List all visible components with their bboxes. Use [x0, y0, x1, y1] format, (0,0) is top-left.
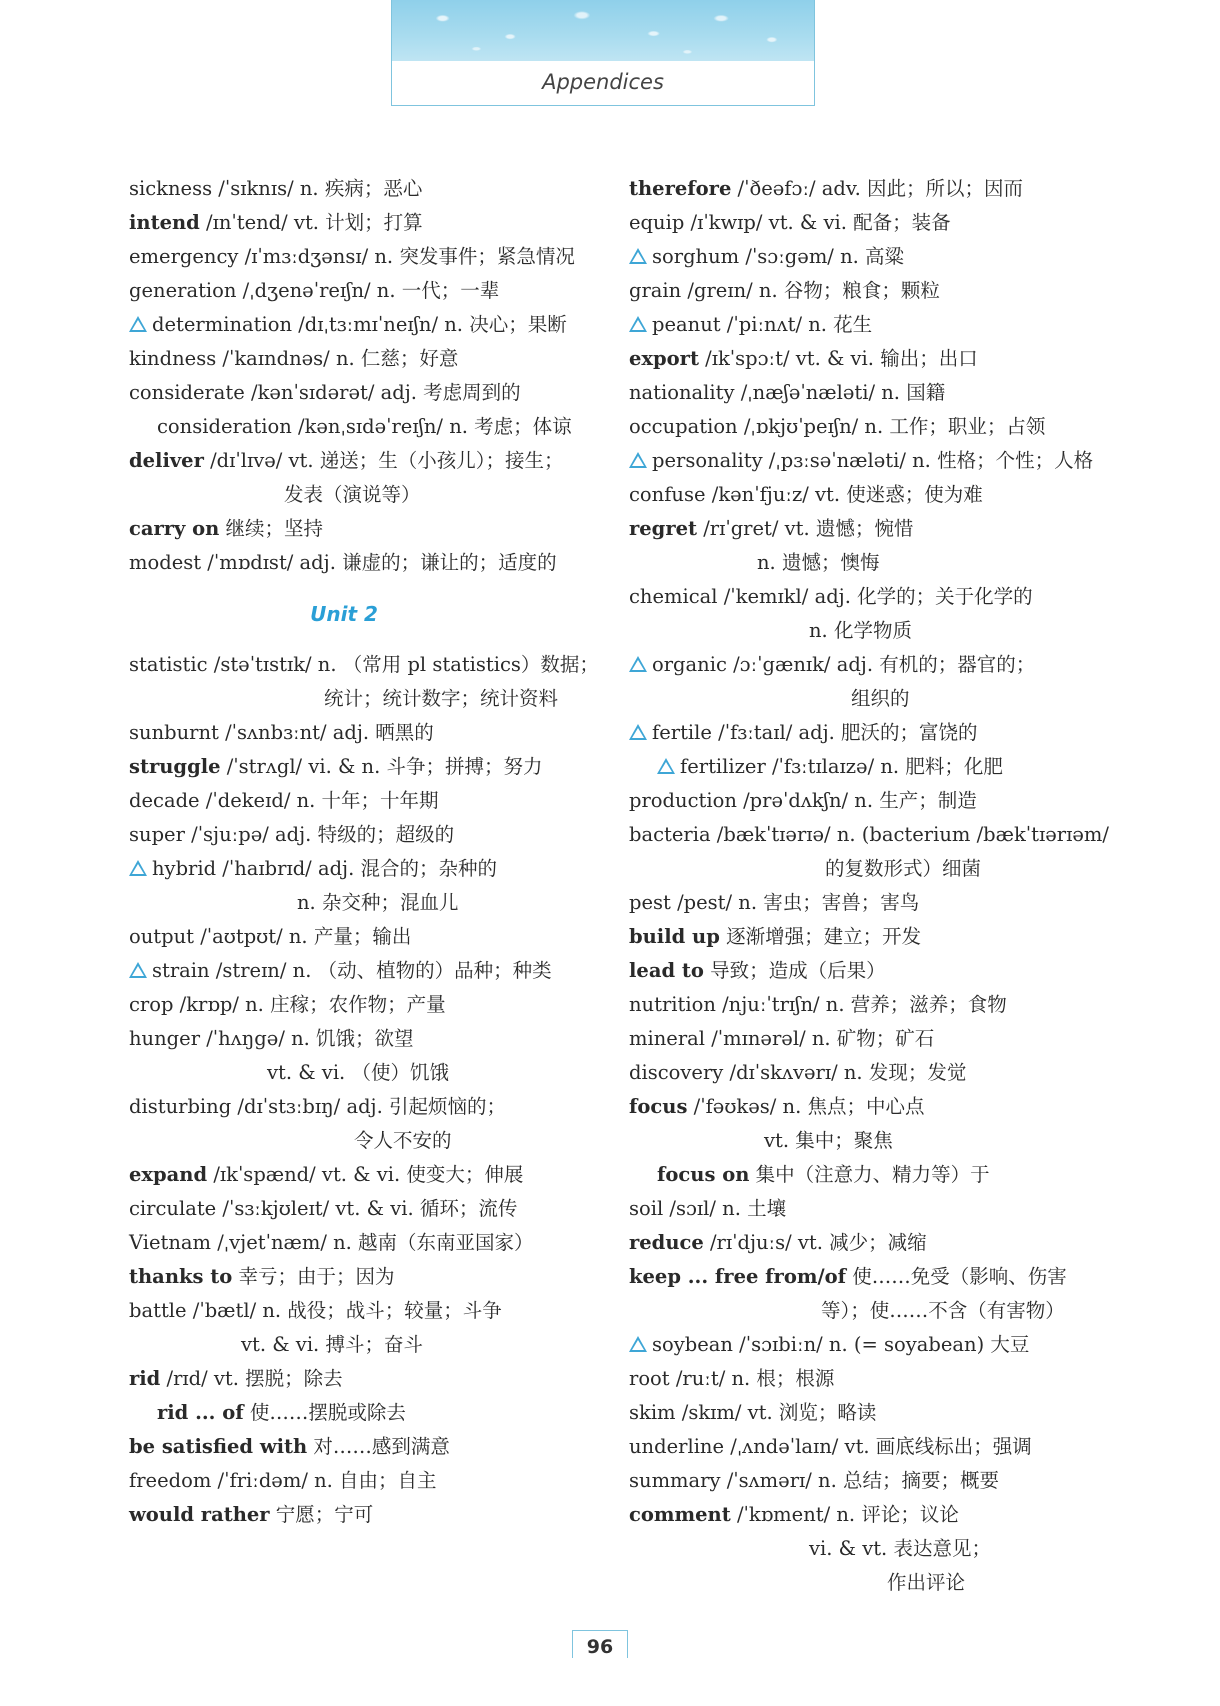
- vocab-word: intend: [129, 211, 200, 234]
- vocab-definition: /ˈkemɪkl/ adj. 化学的；关于化学的: [717, 585, 1033, 608]
- vocab-definition: /ˈhʌŋgə/ n. 饥饿；欲望: [200, 1027, 414, 1050]
- vocab-definition: /ɪnˈtend/ vt. 计划；打算: [199, 211, 423, 234]
- vocab-entry: [629, 512, 1099, 546]
- vocab-entry: [629, 240, 1099, 274]
- vocab-entry: [129, 376, 599, 410]
- vocab-word: soybean: [652, 1333, 733, 1356]
- vocab-definition: /greɪn/ n. 谷物；粮食；颗粒: [681, 279, 940, 302]
- vocab-entry: [129, 784, 599, 818]
- vocab-entry-continuation: [629, 1566, 1099, 1600]
- vocab-definition: /ˌnæʃəˈnæləti/ n. 国籍: [734, 381, 946, 404]
- vocab-definition: 发表（演说等）: [284, 483, 421, 506]
- vocab-entry: [129, 818, 599, 852]
- vocab-definition: /ˈsɜːkjʊleɪt/ vt. & vi. 循环；流传: [216, 1197, 518, 1220]
- vocab-word: therefore: [629, 177, 732, 200]
- vocab-definition: /kənˌsɪdəˈreɪʃn/ n. 考虑；体谅: [291, 415, 572, 438]
- vocab-entry: [129, 1430, 599, 1464]
- vocab-definition: /rɪˈgret/ vt. 遗憾；惋惜: [697, 517, 914, 540]
- vocab-word: personality: [652, 449, 763, 472]
- vocab-entry: [129, 1498, 599, 1532]
- vocab-definition: 使……摆脱或除去: [243, 1401, 406, 1424]
- vocab-word: Vietnam: [129, 1231, 212, 1254]
- vocab-entry: [129, 1294, 599, 1328]
- vocab-entry: [629, 478, 1099, 512]
- triangle-marker-icon: [657, 758, 675, 774]
- vocab-entry: [629, 716, 1099, 750]
- vocab-definition: /dɪˈlɪvə/ vt. 递送；生（小孩儿）；接生；: [203, 449, 564, 472]
- vocab-word: reduce: [629, 1231, 704, 1254]
- vocab-word: build up: [629, 925, 720, 948]
- vocab-entry: [129, 206, 599, 240]
- vocab-word: sunburnt: [129, 721, 219, 744]
- vocab-definition: n. 化学物质: [809, 619, 912, 642]
- triangle-marker-icon: [629, 452, 647, 468]
- vocab-definition: /ɪˈkwɪp/ vt. & vi. 配备；装备: [684, 211, 951, 234]
- vocab-word: super: [129, 823, 185, 846]
- vocab-entry: [129, 1192, 599, 1226]
- vocab-word: strain: [152, 959, 210, 982]
- vocab-entry: [129, 954, 599, 988]
- vocab-definition: 继续；坚持: [219, 517, 324, 540]
- vocab-definition: 令人不安的: [354, 1129, 452, 1152]
- vocab-definition: /streɪn/ n. （动、植物的）品种；种类: [209, 959, 552, 982]
- vocab-entry: [129, 1260, 599, 1294]
- vocab-word: peanut: [652, 313, 721, 336]
- triangle-marker-icon: [629, 248, 647, 264]
- vocab-definition: /dɪˈstɜːbɪŋ/ adj. 引起烦恼的；: [231, 1095, 506, 1118]
- vocab-entry: [629, 274, 1099, 308]
- vocab-definition: /ˈsʌnbɜːnt/ adj. 晒黑的: [218, 721, 434, 744]
- vocab-entry: [129, 172, 599, 206]
- vocab-word: generation: [129, 279, 237, 302]
- vocab-definition: 对……感到满意: [307, 1435, 450, 1458]
- vocab-word: focus: [629, 1095, 688, 1118]
- vocab-definition: 作出评论: [887, 1571, 966, 1594]
- vocab-entry-continuation: [629, 852, 1099, 886]
- page-number: 96: [572, 1630, 628, 1658]
- vocab-entry-continuation: [629, 1294, 1099, 1328]
- vocab-word: production: [629, 789, 737, 812]
- vocab-definition: /ˌvjetˈnæm/ n. 越南（东南亚国家）: [211, 1231, 534, 1254]
- vocab-definition: /kənˈfjuːz/ vt. 使迷惑；使为难: [705, 483, 983, 506]
- triangle-marker-icon: [129, 316, 147, 332]
- vocab-entry: [629, 444, 1099, 478]
- vocab-entry: [129, 512, 599, 546]
- vocab-definition: 组织的: [851, 687, 910, 710]
- vocab-definition: /ˈfɜːtaɪl/ adj. 肥沃的；富饶的: [711, 721, 978, 744]
- vocab-entry-continuation: [629, 614, 1099, 648]
- vocab-word: chemical: [629, 585, 718, 608]
- vocab-entry: [129, 852, 599, 886]
- vocab-entry: [629, 410, 1099, 444]
- vocab-definition: 统计；统计数字；统计资料: [324, 687, 559, 710]
- vocab-entry: [129, 1022, 599, 1056]
- vocab-word: underline: [629, 1435, 725, 1458]
- vocab-entry: [129, 274, 599, 308]
- vocab-word: soil: [629, 1197, 664, 1220]
- vocab-definition: 使……免受（影响、伤害: [846, 1265, 1067, 1288]
- vocab-entry-continuation: [629, 1124, 1099, 1158]
- right-column: [629, 172, 1109, 1600]
- vocab-word: bacteria: [629, 823, 711, 846]
- vocab-word: hunger: [129, 1027, 201, 1050]
- vocab-entry: [629, 1464, 1099, 1498]
- vocab-definition: /ˈsɔɪbiːn/ n. (= soyabean) 大豆: [732, 1333, 1030, 1356]
- vocab-entry: [629, 376, 1099, 410]
- vocab-word: freedom: [129, 1469, 212, 1492]
- triangle-marker-icon: [629, 1336, 647, 1352]
- vocab-entry: [629, 886, 1099, 920]
- vocab-entry: [129, 988, 599, 1022]
- vocab-definition: /dɪˈskʌvərɪ/ n. 发现；发觉: [723, 1061, 967, 1084]
- vocab-entry: [629, 1362, 1099, 1396]
- vocab-word: equip: [629, 211, 685, 234]
- vocab-word: occupation: [629, 415, 738, 438]
- vocab-word: skim: [629, 1401, 676, 1424]
- vocab-entry: [629, 784, 1099, 818]
- vocab-entry: [129, 308, 599, 342]
- vocab-entry: [629, 206, 1099, 240]
- vocab-definition: 幸亏；由于；因为: [232, 1265, 395, 1288]
- vocab-definition: /ˈaʊtpʊt/ n. 产量；输出: [194, 925, 412, 948]
- vocab-definition: /prəˈdʌkʃn/ n. 生产；制造: [736, 789, 977, 812]
- left-column: [129, 172, 599, 1532]
- vocab-definition: /ˌɒkjʊˈpeɪʃn/ n. 工作；职业；占领: [737, 415, 1046, 438]
- vocab-definition: n. 杂交种；混血儿: [297, 891, 459, 914]
- vocab-word: would rather: [129, 1503, 270, 1526]
- vocab-entry-continuation: [629, 546, 1099, 580]
- vocab-entry: [129, 1226, 599, 1260]
- vocab-word: confuse: [629, 483, 706, 506]
- vocab-entry-continuation: [129, 886, 599, 920]
- vocab-definition: /ɪˈmɜːdʒənsɪ/ n. 突发事件；紧急情况: [238, 245, 575, 268]
- vocab-word: summary: [629, 1469, 721, 1492]
- vocab-definition: 集中（注意力、精力等）于: [749, 1163, 990, 1186]
- vocab-entry-continuation: [629, 682, 1099, 716]
- vocab-definition: n. 遗憾；懊悔: [757, 551, 880, 574]
- vocab-definition: /krɒp/ n. 庄稼；农作物；产量: [173, 993, 446, 1016]
- vocab-entry: [629, 308, 1099, 342]
- vocab-word: decade: [129, 789, 200, 812]
- appendices-header: [391, 0, 815, 106]
- vocab-definition: /ˌpɜːsəˈnæləti/ n. 性格；个性；人格: [762, 449, 1094, 472]
- vocab-definition: /stəˈtɪstɪk/ n. （常用 pl statistics）数据；: [207, 653, 599, 676]
- vocab-word: organic: [652, 653, 727, 676]
- vocab-entry: [629, 954, 1099, 988]
- vocab-entry: [629, 1328, 1099, 1362]
- vocab-definition: vi. & vt. 表达意见；: [809, 1537, 991, 1560]
- vocab-word: battle: [129, 1299, 187, 1322]
- vocab-word: kindness: [129, 347, 217, 370]
- vocab-definition: /ˈstrʌgl/ vi. & n. 斗争；拼搏；努力: [220, 755, 543, 778]
- vocab-definition: vt. & vi. 搏斗；奋斗: [241, 1333, 423, 1356]
- vocab-entry-continuation: [129, 1056, 599, 1090]
- vocab-word: export: [629, 347, 699, 370]
- vocab-entry: [629, 1498, 1099, 1532]
- vocab-word: modest: [129, 551, 202, 574]
- vocab-entry: [629, 1022, 1099, 1056]
- vocab-entry-continuation: [129, 682, 599, 716]
- vocab-entry: [129, 1464, 599, 1498]
- vocab-definition: /sɔɪl/ n. 土壤: [663, 1197, 787, 1220]
- vocab-word: sorghum: [652, 245, 740, 268]
- vocab-entry: [129, 648, 599, 682]
- vocab-entry-continuation: [129, 1328, 599, 1362]
- vocab-entry: [129, 750, 599, 784]
- vocab-definition: 导致；造成（后果）: [703, 959, 886, 982]
- vocab-entry: [129, 716, 599, 750]
- vocab-word: fertilizer: [680, 755, 766, 778]
- vocab-entry: [129, 444, 599, 478]
- vocab-word: considerate: [129, 381, 245, 404]
- vocab-word: struggle: [129, 755, 221, 778]
- vocab-definition: /ɪkˈspænd/ vt. & vi. 使变大；伸展: [207, 1163, 524, 1186]
- vocab-entry-continuation: [129, 1124, 599, 1158]
- vocab-definition: /ɔːˈgænɪk/ adj. 有机的；器官的；: [726, 653, 1036, 676]
- vocab-entry: [629, 580, 1099, 614]
- vocab-entry: [129, 342, 599, 376]
- vocab-definition: 的复数形式）细菌: [825, 857, 982, 880]
- vocab-entry: [629, 1260, 1099, 1294]
- vocab-definition: vt. 集中；聚焦: [764, 1129, 893, 1152]
- vocab-entry: [129, 1158, 599, 1192]
- vocab-entry-continuation: [129, 478, 599, 512]
- vocab-definition: /ˈmɒdɪst/ adj. 谦虚的；谦让的；适度的: [201, 551, 557, 574]
- vocab-entry: [629, 818, 1109, 852]
- vocab-definition: 宁愿；宁可: [269, 1503, 374, 1526]
- vocab-definition: 等）；使……不含（有害物）: [821, 1299, 1065, 1322]
- vocab-definition: /ˈfɜːtɪlaɪzə/ n. 肥料；化肥: [765, 755, 1003, 778]
- vocab-definition: 逐渐增强；建立；开发: [719, 925, 922, 948]
- vocab-word: fertile: [652, 721, 712, 744]
- vocab-word: sickness: [129, 177, 213, 200]
- vocab-definition: /ˈkaɪndnəs/ n. 仁慈；好意: [216, 347, 459, 370]
- vocab-word: pest: [629, 891, 671, 914]
- vocab-definition: /ruːt/ n. 根；根源: [669, 1367, 835, 1390]
- vocab-entry: [629, 342, 1099, 376]
- vocab-definition: /ɪkˈspɔːt/ vt. & vi. 输出；出口: [698, 347, 978, 370]
- vocab-entry: [129, 1362, 599, 1396]
- vocab-entry: [629, 1226, 1099, 1260]
- vocab-definition: /ˈhaɪbrɪd/ adj. 混合的；杂种的: [216, 857, 498, 880]
- vocab-word: be satisfied with: [129, 1435, 308, 1458]
- vocab-entry: [629, 1430, 1099, 1464]
- vocab-definition: /ˈmɪnərəl/ n. 矿物；矿石: [705, 1027, 935, 1050]
- vocab-entry: [629, 750, 1099, 784]
- header-decoration: [392, 0, 814, 61]
- vocab-definition: vt. & vi. （使）饥饿: [267, 1061, 449, 1084]
- vocab-word: disturbing: [129, 1095, 232, 1118]
- vocab-definition: /ˈsɔːgəm/ n. 高粱: [739, 245, 905, 268]
- vocab-definition: /ˈsjuːpə/ adj. 特级的；超级的: [184, 823, 455, 846]
- triangle-marker-icon: [129, 962, 147, 978]
- triangle-marker-icon: [629, 316, 647, 332]
- vocab-entry-continuation: [629, 1532, 1099, 1566]
- vocab-word: output: [129, 925, 195, 948]
- vocab-word: lead to: [629, 959, 704, 982]
- vocab-word: comment: [629, 1503, 731, 1526]
- vocab-entry: [629, 1396, 1099, 1430]
- vocab-entry: [129, 410, 599, 444]
- vocab-entry: [129, 1090, 599, 1124]
- vocab-entry: [129, 920, 599, 954]
- vocab-definition: /ˈðeəfɔː/ adv. 因此；所以；因而: [731, 177, 1023, 200]
- vocab-entry: [129, 240, 599, 274]
- triangle-marker-icon: [629, 656, 647, 672]
- vocab-entry: [129, 1396, 599, 1430]
- vocab-word: crop: [129, 993, 174, 1016]
- triangle-marker-icon: [129, 860, 147, 876]
- vocab-word: carry on: [129, 517, 220, 540]
- vocab-word: emergency: [129, 245, 239, 268]
- vocab-definition: /ˈkɒment/ n. 评论；议论: [730, 1503, 959, 1526]
- vocab-word: grain: [629, 279, 682, 302]
- vocab-word: nationality: [629, 381, 735, 404]
- vocab-word: circulate: [129, 1197, 217, 1220]
- vocab-definition: /pest/ n. 害虫；害兽；害鸟: [670, 891, 920, 914]
- vocab-word: expand: [129, 1163, 208, 1186]
- vocab-definition: /ˈfəʊkəs/ n. 焦点；中心点: [687, 1095, 925, 1118]
- vocab-entry: [629, 1158, 1099, 1192]
- vocab-definition: /rɪd/ vt. 摆脱；除去: [160, 1367, 343, 1390]
- vocab-word: determination: [152, 313, 293, 336]
- vocab-entry: [629, 1056, 1099, 1090]
- vocab-definition: /njuːˈtrɪʃn/ n. 营养；滋养；食物: [715, 993, 1007, 1016]
- vocab-definition: /ˈbætl/ n. 战役；战斗；较量；斗争: [186, 1299, 502, 1322]
- vocab-word: thanks to: [129, 1265, 233, 1288]
- vocab-definition: /rɪˈdjuːs/ vt. 减少；减缩: [703, 1231, 927, 1254]
- vocab-definition: /ˌdʒenəˈreɪʃn/ n. 一代；一辈: [236, 279, 500, 302]
- vocab-word: keep ... free from/of: [629, 1265, 846, 1288]
- vocab-word: nutrition: [629, 993, 716, 1016]
- unit-heading: Unit 2: [310, 602, 378, 626]
- vocab-word: focus on: [657, 1163, 750, 1186]
- vocab-definition: /kənˈsɪdərət/ adj. 考虑周到的: [244, 381, 521, 404]
- vocab-definition: /dɪˌtɜːmɪˈneɪʃn/ n. 决心；果断: [292, 313, 567, 336]
- vocab-word: root: [629, 1367, 670, 1390]
- vocab-entry: [629, 1090, 1099, 1124]
- vocab-definition: /skɪm/ vt. 浏览；略读: [675, 1401, 877, 1424]
- vocab-word: statistic: [129, 653, 208, 676]
- vocab-definition: /ˌʌndəˈlaɪn/ vt. 画底线标出；强调: [724, 1435, 1032, 1458]
- triangle-marker-icon: [629, 724, 647, 740]
- vocab-word: rid: [129, 1367, 161, 1390]
- vocab-entry: [629, 988, 1099, 1022]
- vocab-definition: /ˈsɪknɪs/ n. 疾病；恶心: [212, 177, 423, 200]
- vocab-word: discovery: [629, 1061, 724, 1084]
- vocab-definition: /ˈfriːdəm/ n. 自由；自主: [211, 1469, 437, 1492]
- vocab-definition: /ˈpiːnʌt/ n. 花生: [720, 313, 873, 336]
- vocab-word: rid ... of: [157, 1401, 244, 1424]
- vocab-entry: [629, 920, 1099, 954]
- vocab-entry: [629, 648, 1099, 682]
- vocab-entry: [629, 172, 1099, 206]
- header-title: Appendices: [542, 70, 664, 94]
- vocab-entry: [629, 1192, 1099, 1226]
- vocab-word: mineral: [629, 1027, 706, 1050]
- vocab-definition: /bækˈtɪərɪə/ n. (bacterium /bækˈtɪərɪəm/: [710, 823, 1109, 846]
- vocab-word: regret: [629, 517, 698, 540]
- vocab-word: deliver: [129, 449, 204, 472]
- vocab-definition: /ˈdekeɪd/ n. 十年；十年期: [199, 789, 439, 812]
- vocab-definition: /ˈsʌmərɪ/ n. 总结；摘要；概要: [720, 1469, 999, 1492]
- vocab-word: consideration: [157, 415, 292, 438]
- vocab-entry: [129, 546, 599, 580]
- vocab-word: hybrid: [152, 857, 217, 880]
